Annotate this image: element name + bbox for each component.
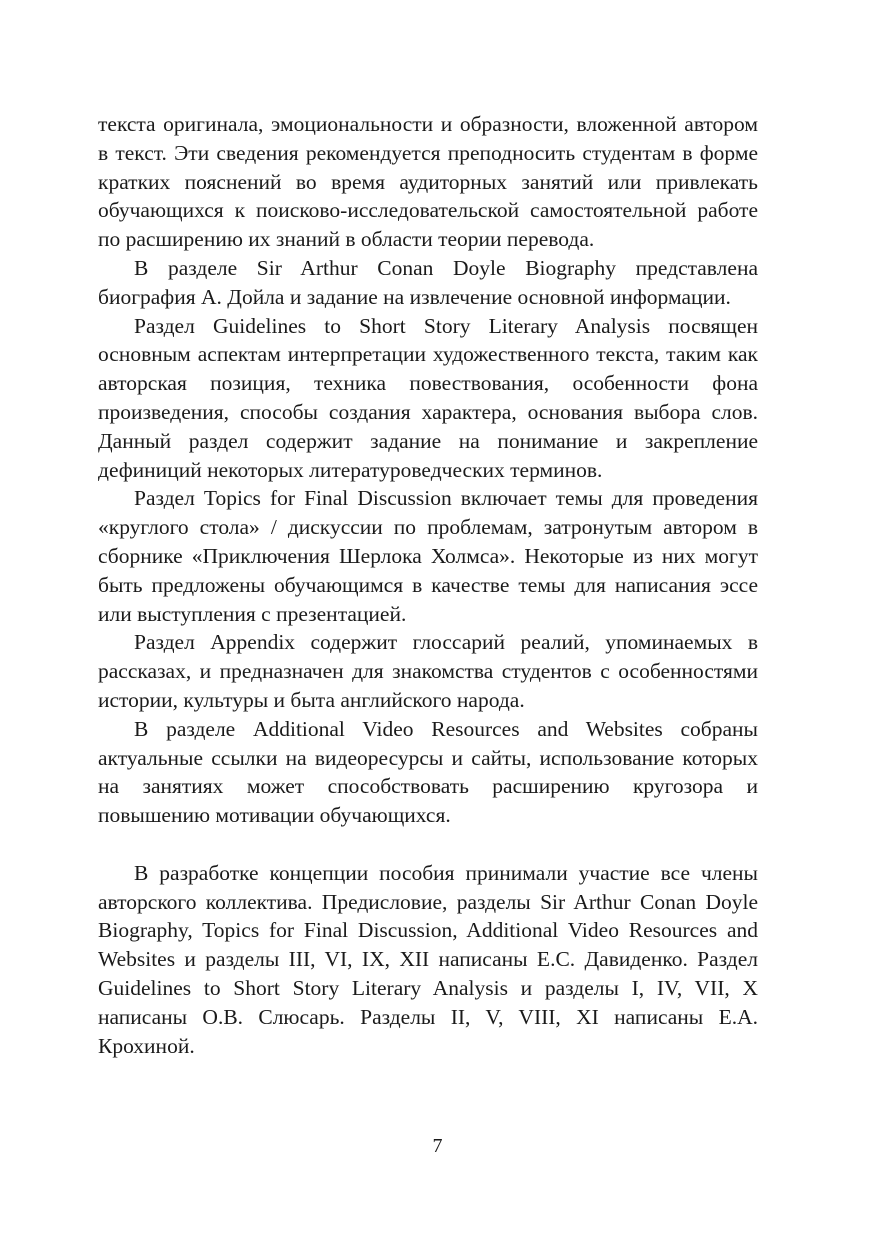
paragraph-appendix-section: Раздел Appendix содержит глоссарий реалий, упоминаемых в рассказах, и предназначен для знакомства студентов с особенностями истории, культуры и быта английского народа.	[98, 630, 758, 712]
document-body	[98, 110, 758, 1060]
paragraph-biography-section: В разделе Sir Arthur Conan Doyle Biography представлена биография А. Дойла и задание на извлечение основной информации.	[98, 255, 758, 309]
paragraph-literary-analysis-section: Раздел Guidelines to Short Story Literary Analysis посвящен основным аспектам интерпретации художественного текста, таким как авторская позиция, техника повествования, особенности фона произведения, способы создания характера, основания выбора слов. Данный раздел содержит задание на понимание и закрепление дефиниций некоторых литературоведческих терминов.	[98, 313, 758, 482]
paragraph-final-discussion-section: Раздел Topics for Final Discussion включает темы для проведения «круглого стола» / дискуссии по проблемам, затронутым автором в сборнике «Приключения Шерлока Холмса». Некоторые из них могут быть предложены обучающимся в качестве темы для написания эссе или выступления с презентацией.	[98, 486, 758, 626]
page-number: 7	[432, 1135, 443, 1157]
paragraph-translation-theory: текста оригинала, эмоциональности и образности, вложенной автором в текст. Эти сведения рекомендуется преподносить студентам в форме кратких пояснений во время аудиторных занятий или привлекать обучающихся к поисково-исследовательской самостоятельной работе по расширению их знаний в области теории перевода.	[98, 112, 758, 252]
paragraph-authors-contribution: В разработке концепции пособия принимали участие все члены авторского коллектива. Предисловие, разделы Sir Arthur Conan Doyle Biography, Topics for Final Discussion, Additional Video Resources and Websites и разделы III, VI, IX, XII написаны Е.С. Давиденко. Раздел Guidelines to Short Story Literary Analysis и разделы I, IV, VII, X написаны О.В. Слюсарь. Разделы II, V, VIII, XI написаны Е.А. Крохиной.	[98, 860, 758, 1058]
paragraph-video-resources-section: В разделе Additional Video Resources and Websites собраны актуальные ссылки на видеоресурсы и сайты, использование которых на занятиях может способствовать расширению кругозора и повышению мотивации обучающихся.	[98, 716, 758, 828]
paragraph-gap	[98, 830, 758, 859]
